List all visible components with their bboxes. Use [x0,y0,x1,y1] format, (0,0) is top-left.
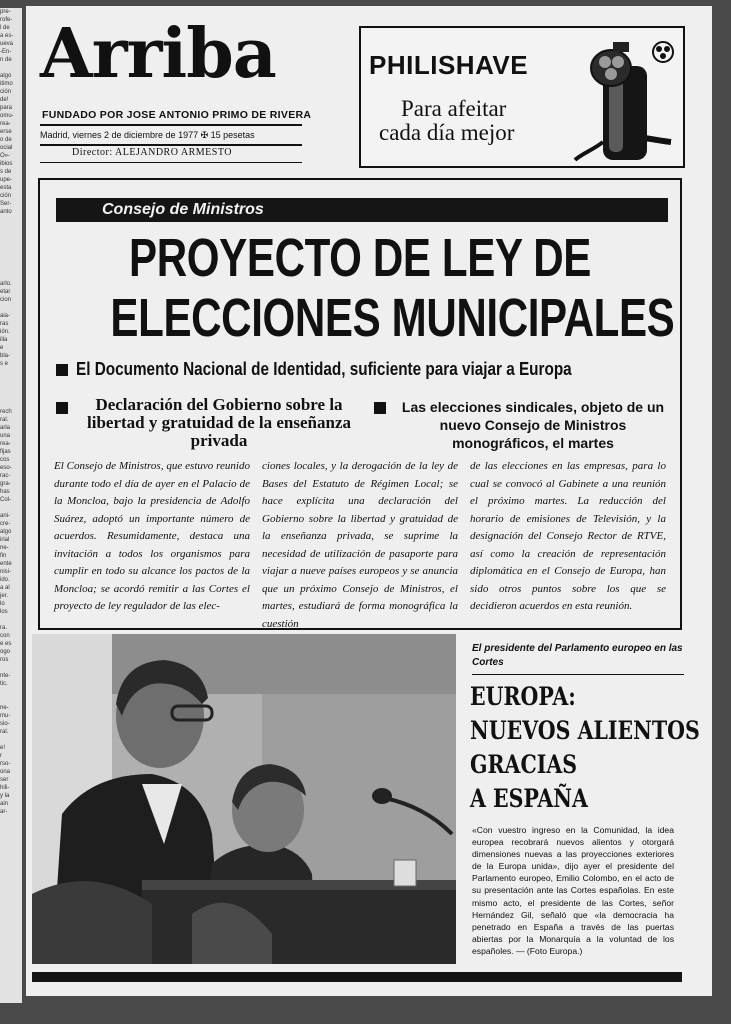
strip-text-fragment: e es [0,641,12,647]
europe-headline-line: A ESPAÑA [470,784,588,813]
strip-text-fragment: omu- [0,113,14,119]
strip-text-fragment [0,272,22,280]
masthead-rule [40,162,302,163]
strip-text-fragment: ra. [0,625,8,631]
strip-text-fragment [0,304,22,312]
strip-text-fragment: algo [0,529,12,535]
masthead-title: Arriba [40,14,276,94]
strip-text-fragment [0,736,22,744]
strip-text-fragment: arlo. [0,281,12,287]
strip-text-fragment: gra- [0,481,11,487]
strip-text-fragment: ente [0,561,12,567]
strip-text-fragment: ne- [0,545,9,551]
strip-text-fragment: nisi- [0,569,12,575]
strip-text-fragment: etar [0,289,11,295]
headline-line2: ELECCIONES MUNICIPALES [110,288,675,348]
lead-story-box [38,178,682,630]
strip-text-fragment: l de [0,25,10,31]
strip-text-fragment: ros [0,657,9,663]
europe-rule [472,674,684,675]
strip-text-fragment [0,248,22,256]
strip-text-fragment: rech [0,409,12,415]
europe-article-body: «Con vuestro ingreso en la Comunidad, la idea europea recobrará nuevos alientos y otorgará dimensiones nuevas a las proyecciones exteriores de la Europa unida», dijo ayer el presidente del Parlamento europeo, Emilio Colombo, en el acto de su presentación ante las Cortes españolas. En este mismo acto, el presidente de las Cortes, señor Hernández Gil, señaló que «la democracia ha penetrado en España a través de las puertas abiertas por la Monarquía a la voluntad de los españoles. — (Foto Europa.) [472,825,674,956]
strip-text-fragment: r [0,753,2,759]
strip-text-fragment [0,696,22,704]
strip-text-fragment: Col- [0,497,12,503]
headline-line1: PROYECTO DE LEY DE [129,228,591,288]
strip-text-fragment [0,688,22,696]
subhead-education: Declaración del Gobierno sobre la libertad y gratuidad de la enseñanza privada [87,395,351,450]
strip-text-fragment: cre- [0,521,11,527]
europe-headline-line: GRACIAS [470,750,578,779]
strip-text-fragment: ción [0,89,12,95]
strip-text-fragment: ibios [0,161,13,167]
strip-text-fragment [0,216,22,224]
subhead-union-elections: Las elecciones sindicales, objeto de un nuevo Consejo de Ministros monográficos, el martes [401,399,665,451]
subhead-dni: El Documento Nacional de Identidad, suficiente para viajar a Europa [76,359,572,379]
strip-text-fragment: rea- [0,121,11,127]
strip-text-fragment: ne- [0,705,9,711]
strip-text-fragment: o de [0,137,12,143]
strip-text-fragment: mu- [0,713,11,719]
article-column-2: ciones locales, y la derogación de la ley de Bases del Estatuto de Régimen Local; se hace explícita una declaración del Gobierno sobre la libertad y gratuidad de la enseñanza privada, se suprime la necesidad de utilización de pasaporte para viajar a nueve países europeos y se anuncia que un próximo Consejo de Ministros, el martes, estudiará de forma monográfica la cuestión [262,460,458,630]
strip-text-fragment [0,224,22,232]
strip-text-fragment [0,664,22,672]
strip-text-fragment: sio- [0,721,10,727]
strip-text-fragment: nte- [0,673,11,679]
strip-text-fragment: O»- [0,153,11,159]
strip-text-fragment: cion [0,297,12,303]
strip-text-fragment: de! [0,97,9,103]
kicker-bar [56,198,668,222]
strip-text-fragment: esta [0,185,12,191]
strip-text-fragment: ido. [0,577,10,583]
strip-text-fragment [0,616,22,624]
strip-text-fragment: ueva [0,41,14,47]
strip-text-fragment [0,64,22,72]
strip-text-fragment [0,392,22,400]
strip-text-fragment: ogo [0,649,11,655]
ad-slogan-line1: Para afeitar [401,96,507,121]
strip-text-fragment: fijas [0,449,11,455]
front-page [26,6,712,996]
lead-kicker: Consejo de Ministros [102,201,264,218]
strip-text-fragment: ar- [0,809,8,815]
strip-text-fragment: aia- [0,313,11,319]
article-column-3: de las elecciones en las empresas, para lo cual se convocó al Gabinete a una reunión el próximo martes. La reducción del horario de emisiones de Televisión, y la designación del Consejo Rector de RTVE, así como la creación de representación diplomática en el Consejo de Europa, han sido otros puntos sobre los que se decidieron acuerdos en esta reunión. [470,460,666,612]
strip-text-fragment: illa [0,337,8,343]
strip-text-fragment: tic. [0,681,8,687]
strip-text-fragment: ral. [0,417,9,423]
strip-text-fragment: a al [0,585,10,591]
strip-text-fragment: los [0,609,8,615]
strip-text-fragment: para [0,105,13,111]
strip-text-fragment [0,504,22,512]
strip-text-fragment: erse [0,129,12,135]
strip-text-fragment: arla [0,425,11,431]
article-column-1: El Consejo de Ministros, que estuvo reunido durante todo el día de ayer en el Palacio de la Moncloa, bajo la presidencia de Adolfo Suárez, adoptó un importante número de acuerdos. Resumidamente, destaca una invitación a todos los organismos para cumplir en todo su alcance los pactos de la Moncloa; se acordó remitir a las Cortes el proyecto de ley regulador de las elec- [54,460,250,612]
photo-speakers-at-lectern [32,634,456,964]
strip-text-fragment: -En- [0,49,12,55]
masthead-director: Director: ALEJANDRO ARMESTO [72,147,232,158]
strip-text-fragment: n de [0,57,12,63]
strip-text-fragment: itimo [0,81,13,87]
europe-kicker: El presidente del Parlamento europeo en las Cortes [472,643,683,668]
europe-headline [470,680,700,816]
strip-text-fragment: ocial [0,145,13,151]
strip-text-fragment: jer. [0,593,9,599]
strip-text-fragment: ión. [0,329,10,335]
strip-text-fragment: bla- [0,353,11,359]
ad-slogan-line2: cada día mejor [379,120,515,145]
strip-text-fragment: lo [0,601,5,607]
ad-brand: PHILISHAVE [369,50,529,80]
philishave-advertisement [359,26,685,168]
strip-text-fragment: hili- [0,785,10,791]
masthead-date-line: Madrid, viernes 2 de diciembre de 1977 ✠ 15 pesetas [40,124,302,146]
strip-text-fragment: s de [0,169,12,175]
strip-text-fragment: e [0,345,4,351]
europe-headline-line: NUEVOS ALIENTOS [470,716,700,745]
strip-text-fragment: s e [0,361,9,367]
strip-text-fragment: y la [0,793,10,799]
strip-text-fragment [0,232,22,240]
strip-text-fragment: eso- [0,465,12,471]
strip-text-fragment: ción [0,193,12,199]
strip-text-fragment [0,240,22,248]
strip-text-fragment: Ser- [0,201,12,207]
strip-text-fragment: fin [0,553,7,559]
strip-text-fragment: ona [0,769,11,775]
adjacent-page-strip [0,8,22,1003]
strip-text-fragment: ser [0,777,9,783]
masthead-subtitle: FUNDADO POR JOSE ANTONIO PRIMO DE RIVERA [42,109,312,121]
square-bullet-icon [374,402,386,414]
bottom-rule [32,972,682,982]
strip-text-fragment: ras [0,321,9,327]
strip-text-fragment [0,368,22,376]
electric-shaver-icon [573,38,677,162]
strip-text-fragment: con [0,633,10,639]
strip-text-fragment: upe- [0,177,13,183]
strip-text-fragment: rofe- [0,17,13,23]
strip-text-fragment: pre- [0,9,11,15]
strip-text-fragment [0,400,22,408]
strip-text-fragment: cos [0,457,10,463]
strip-text-fragment: ral. [0,729,9,735]
strip-text-fragment: irial [0,537,10,543]
strip-text-fragment [0,384,22,392]
news-photo [32,634,456,964]
strip-text-fragment: una [0,433,11,439]
strip-text-fragment: ani- [0,513,11,519]
strip-text-fragment: rea- [0,441,11,447]
square-bullet-icon [56,402,68,414]
strip-text-fragment [0,376,22,384]
square-bullet-icon [56,364,68,376]
strip-text-fragment: rac- [0,473,11,479]
strip-text-fragment [0,256,22,264]
strip-text-fragment: e! [0,745,6,751]
strip-text-fragment: ain [0,801,9,807]
strip-text-fragment: rso- [0,761,11,767]
europe-headline-line: EUROPA: [470,682,576,711]
strip-text-fragment: has [0,489,10,495]
strip-text-fragment: a es- [0,33,14,39]
strip-text-fragment: anto [0,209,12,215]
strip-text-fragment: algo [0,73,12,79]
strip-text-fragment [0,264,22,272]
